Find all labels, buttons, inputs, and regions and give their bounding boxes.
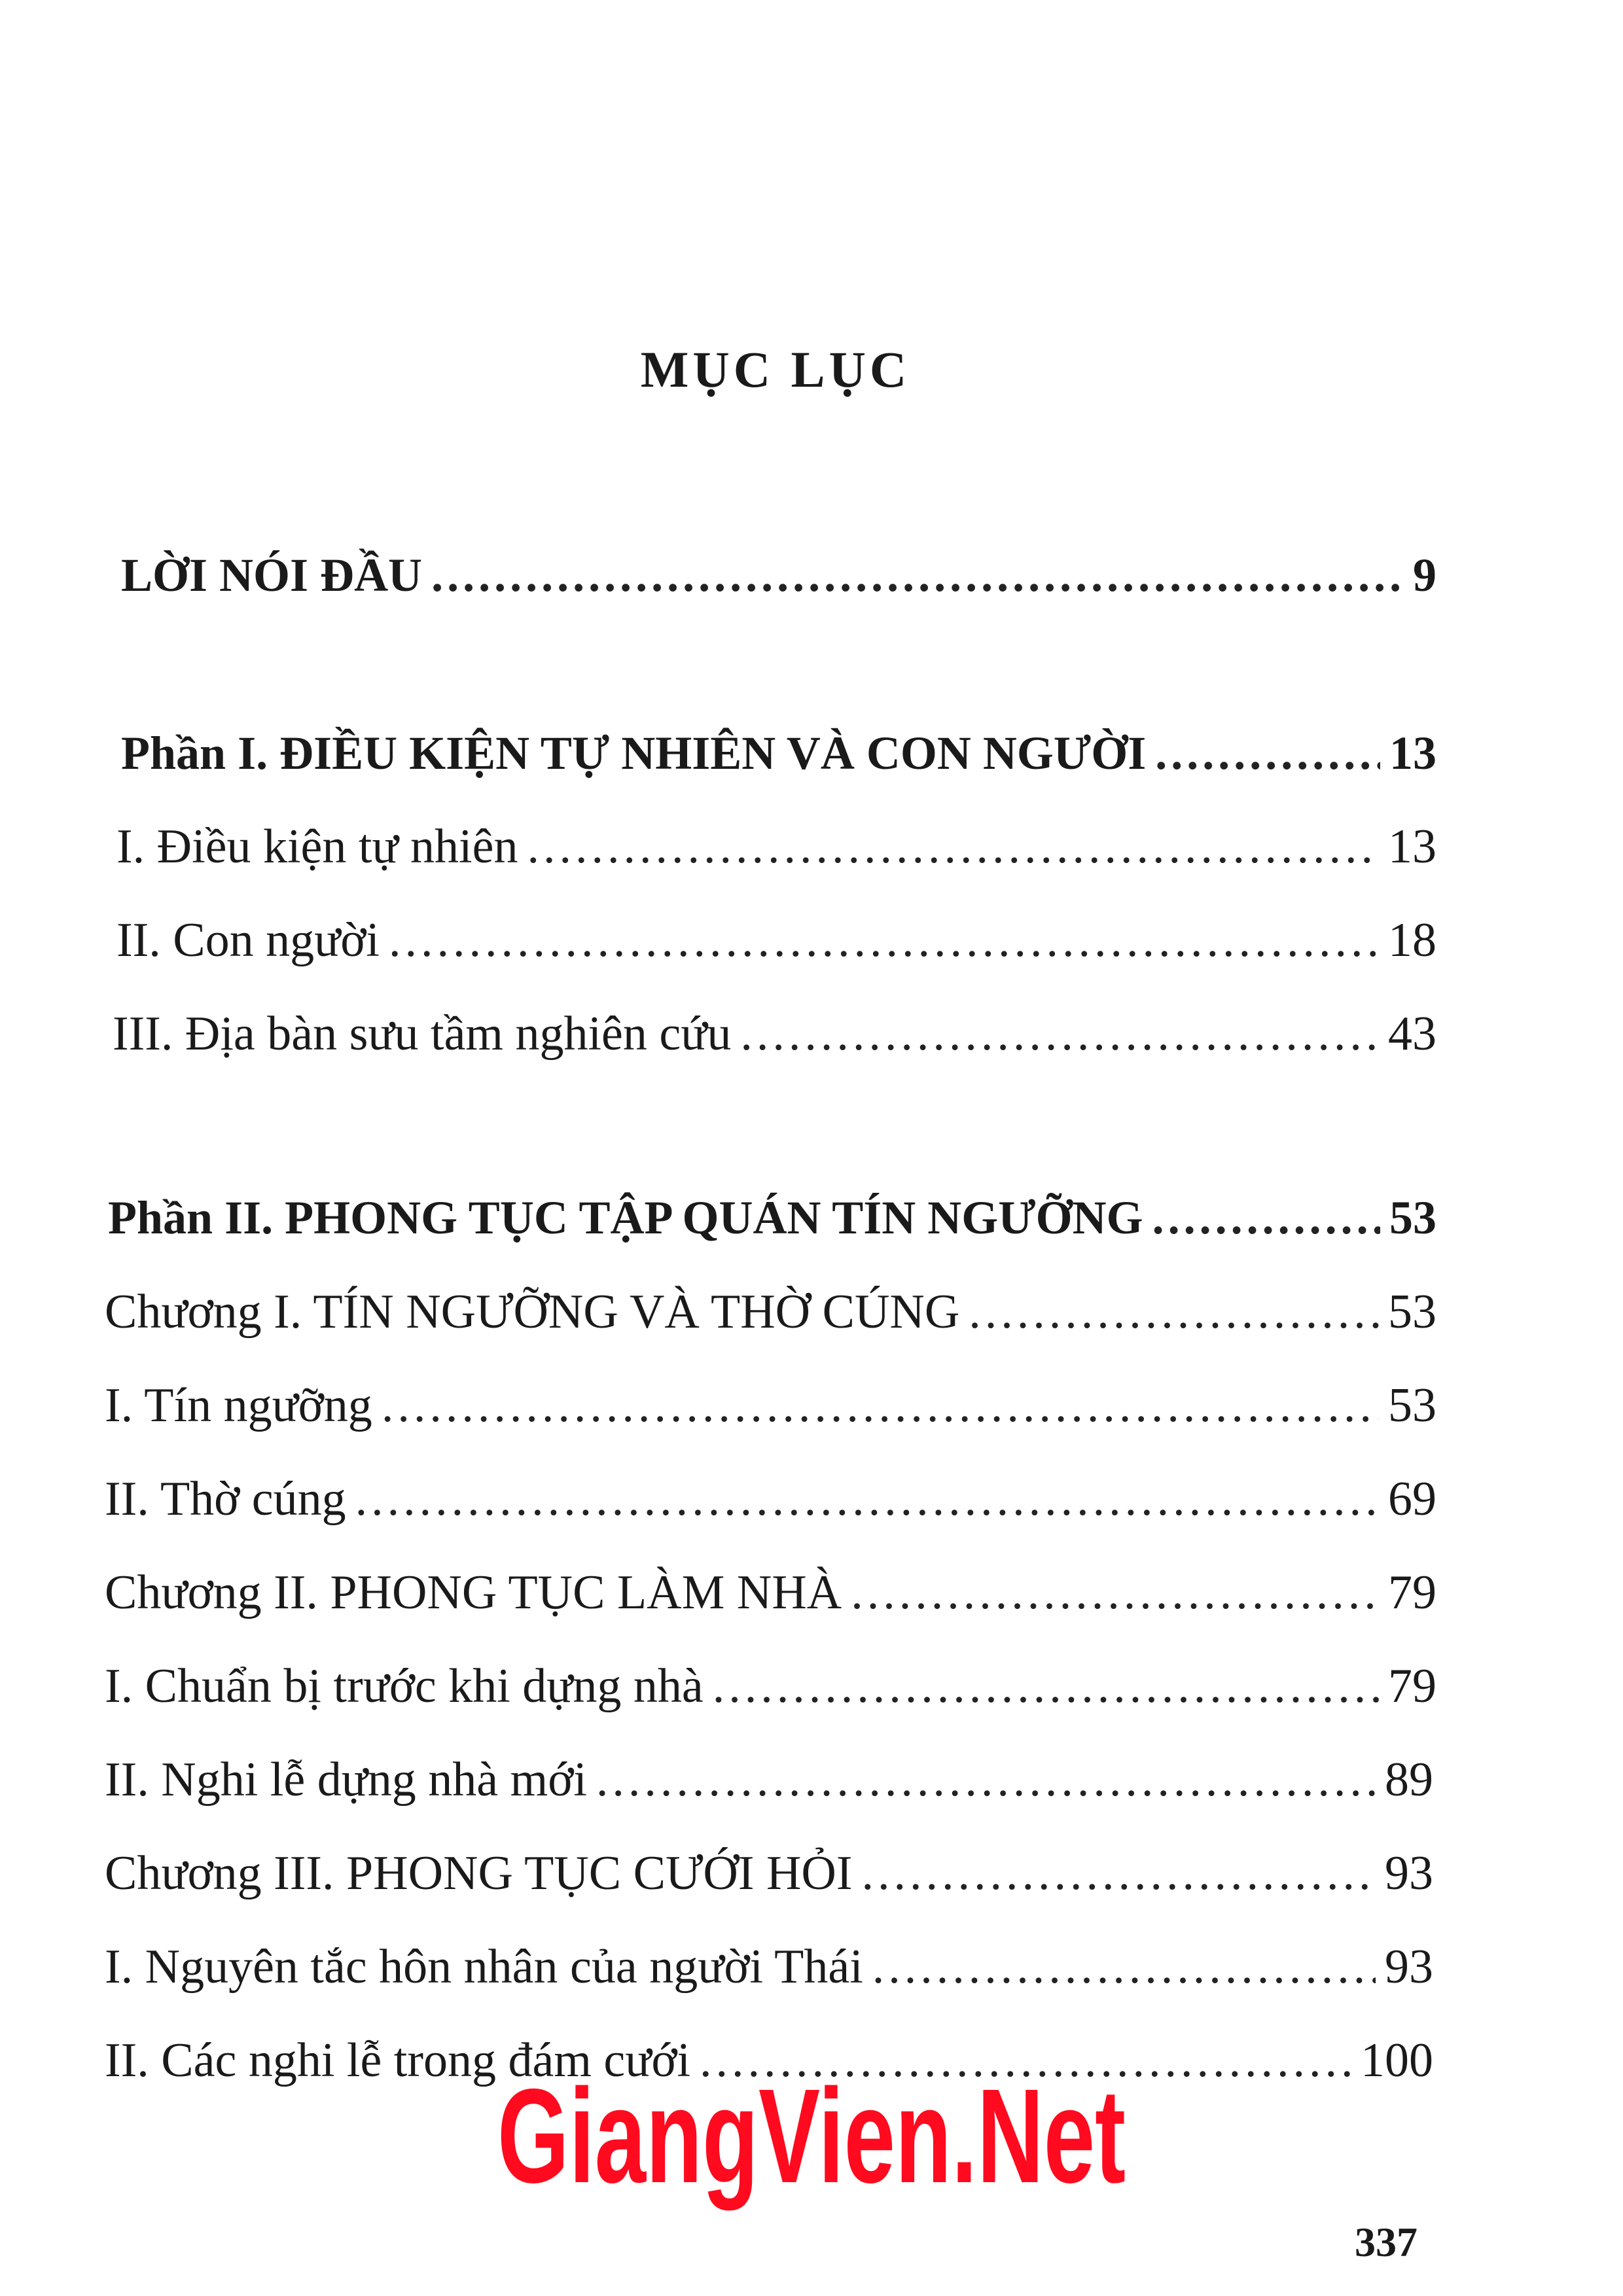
toc-entry-page: 79 <box>1388 1566 1436 1619</box>
watermark-logo <box>484 2055 1139 2212</box>
toc-entry <box>116 913 1436 968</box>
toc-entry-part-2 <box>108 1191 1436 1245</box>
dot-leader <box>389 913 1379 968</box>
svg-text:GiangVien.Net: GiangVien.Net <box>497 2061 1126 2211</box>
dot-leader <box>851 1565 1379 1621</box>
toc-entry-page: 53 <box>1388 1285 1436 1339</box>
toc-entry <box>105 1752 1433 1808</box>
dot-leader <box>527 819 1379 875</box>
toc-entry-label: II. Thờ cúng <box>105 1472 346 1526</box>
toc-entry-page: 13 <box>1388 820 1436 874</box>
toc-entry-label: II. Con người <box>116 913 380 967</box>
toc-entry-page: 9 <box>1413 549 1436 601</box>
toc-entry-label: LỜI NÓI ĐẦU <box>121 549 423 601</box>
page-title: MỤC LỤC <box>640 341 911 398</box>
dot-leader <box>1155 726 1380 781</box>
toc-entry-label: I. Tín ngưỡng <box>105 1379 372 1432</box>
dot-leader <box>872 1939 1376 1995</box>
toc-entry-page: 79 <box>1388 1659 1436 1713</box>
toc-entry-page: 43 <box>1388 1007 1436 1061</box>
page-number: 337 <box>1355 2219 1418 2265</box>
toc-entry <box>113 1006 1436 1062</box>
toc-entry <box>105 1472 1436 1527</box>
toc-entry-label: Chương I. TÍN NGƯỠNG VÀ THỜ CÚNG <box>105 1285 960 1339</box>
toc-entry-label: Phần I. ĐIỀU KIỆN TỰ NHIÊN VÀ CON NGƯỜI <box>121 727 1147 779</box>
dot-leader <box>596 1752 1376 1808</box>
toc-entry-label: Chương III. PHONG TỤC CƯỚI HỎI <box>105 1846 853 1900</box>
toc-entry-chapter-2 <box>105 1565 1436 1621</box>
dot-leader <box>1152 1191 1380 1245</box>
toc-entry <box>116 819 1436 875</box>
toc-entry-page: 93 <box>1385 1940 1433 1994</box>
toc-entry-label: I. Chuẩn bị trước khi dựng nhà <box>105 1659 704 1713</box>
toc-entry-page: 89 <box>1385 1753 1433 1807</box>
toc-entry-page: 18 <box>1388 913 1436 967</box>
dot-leader <box>382 1378 1379 1434</box>
toc-entry-label: I. Nguyên tắc hôn nhân của người Thái <box>105 1940 863 1994</box>
toc-entry-chapter-1 <box>105 1284 1436 1340</box>
toc-entry <box>105 1378 1436 1434</box>
toc-entry-page: 69 <box>1388 1472 1436 1526</box>
dot-leader <box>740 1006 1379 1062</box>
toc-entry-preface <box>121 548 1436 603</box>
toc-entry-label: III. Địa bàn sưu tầm nghiên cứu <box>113 1007 732 1061</box>
toc-entry-page: 53 <box>1388 1379 1436 1432</box>
toc-entry-label: Phần II. PHONG TỤC TẬP QUÁN TÍN NGƯỠNG <box>108 1192 1143 1244</box>
toc-entry-page: 100 <box>1361 2034 1433 2087</box>
toc-entry-page: 53 <box>1389 1192 1436 1244</box>
toc-entry-part-1 <box>121 726 1436 781</box>
toc-entry-page: 93 <box>1385 1846 1433 1900</box>
dot-leader <box>713 1659 1379 1714</box>
toc-entry-label: Chương II. PHONG TỤC LÀM NHÀ <box>105 1566 842 1619</box>
toc-entry-label: II. Nghi lễ dựng nhà mới <box>105 1753 587 1807</box>
toc-entry-page: 13 <box>1389 727 1436 779</box>
dot-leader <box>355 1472 1379 1527</box>
toc-entry-label: I. Điều kiện tự nhiên <box>116 820 518 874</box>
dot-leader <box>431 548 1404 603</box>
toc-entry-chapter-3 <box>105 1846 1433 1901</box>
toc-entry-label: II. Các nghi lễ trong đám cưới <box>105 2034 691 2087</box>
toc-entry <box>105 1659 1436 1714</box>
dot-leader <box>969 1284 1379 1340</box>
dot-leader <box>861 1846 1376 1901</box>
toc-entry <box>105 1939 1433 1995</box>
